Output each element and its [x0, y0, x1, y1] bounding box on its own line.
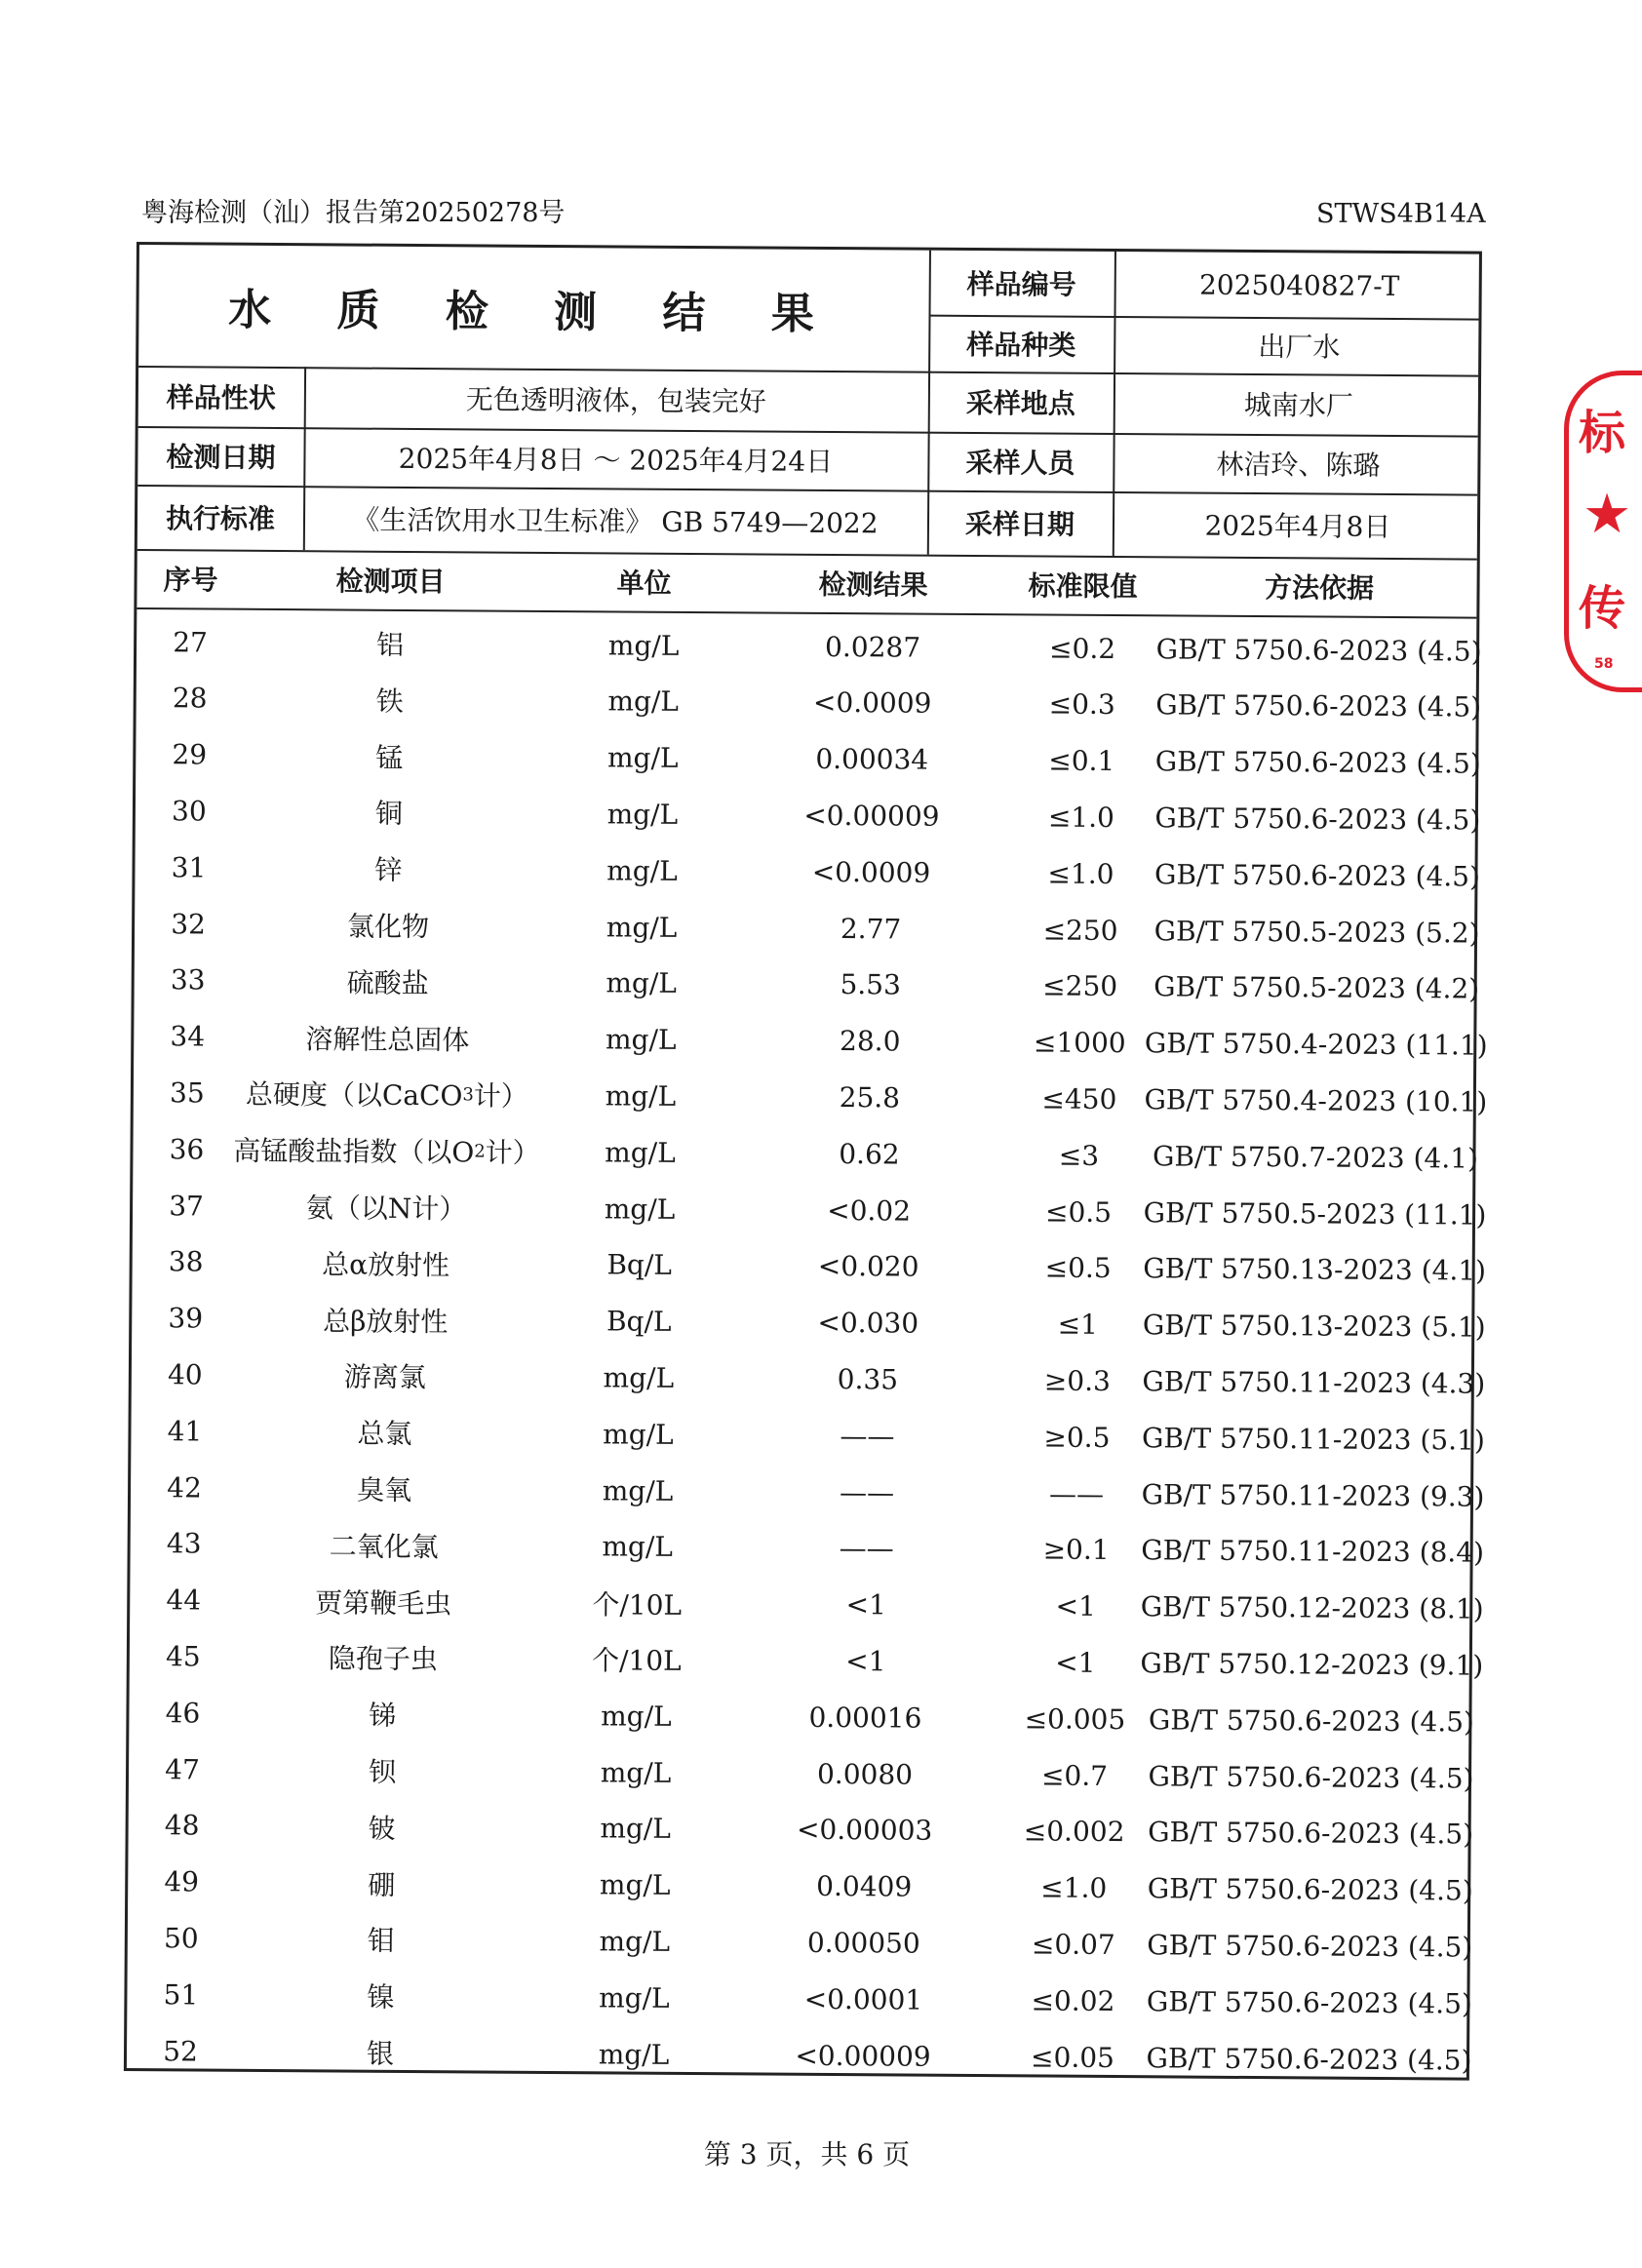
table-row — [133, 1120, 1479, 1187]
row-no: 49 — [164, 1865, 200, 1898]
row-limit: ≤0.07 — [1031, 1928, 1115, 1961]
row-result: —— — [840, 1419, 895, 1453]
sample-state-value: 无色透明液体，包装完好 — [465, 383, 766, 418]
row-limit: ≤450 — [1041, 1082, 1117, 1115]
row-result: 0.35 — [837, 1362, 899, 1396]
row-no: 40 — [167, 1358, 203, 1391]
row-result: —— — [839, 1532, 894, 1565]
row-item: 隐孢子虫 — [328, 1642, 438, 1676]
row-item: 铍 — [368, 1812, 396, 1845]
row-method: GB/T 5750.12-2023 (9.1) — [1140, 1647, 1484, 1682]
table-row — [130, 1515, 1485, 1582]
row-item: 硫酸盐 — [346, 966, 429, 999]
row-method: GB/T 5750.13-2023 (4.1) — [1143, 1252, 1487, 1287]
sample-date-value: 2025年4月8日 — [1204, 509, 1391, 543]
row-unit: Bq/L — [606, 1248, 673, 1282]
row-method: GB/T 5750.7-2023 (4.1) — [1152, 1139, 1479, 1175]
document-code: STWS4B14A — [1316, 199, 1486, 229]
row-result: <0.02 — [827, 1193, 912, 1228]
row-limit: ≤0.1 — [1048, 744, 1115, 778]
row-no: 29 — [172, 738, 208, 771]
row-unit: mg/L — [605, 1136, 676, 1169]
row-result: <0.00009 — [795, 2039, 931, 2073]
location-label: 采样地点 — [965, 386, 1075, 420]
row-result: <0.020 — [817, 1250, 919, 1283]
row-item: 游离氯 — [343, 1360, 426, 1394]
row-result: <0.00003 — [796, 1814, 933, 1848]
row-unit: mg/L — [607, 628, 680, 662]
table-row — [132, 1290, 1486, 1356]
row-no: 35 — [169, 1076, 205, 1110]
row-unit: mg/L — [601, 1700, 672, 1733]
test-date-value: 2025年4月8日 ～ 2025年4月24日 — [398, 442, 834, 478]
row-method: GB/T 5750.5-2023 (4.2) — [1153, 970, 1480, 1005]
row-unit: mg/L — [606, 854, 678, 887]
row-limit: ≤3 — [1058, 1139, 1100, 1172]
row-item: 硼 — [368, 1868, 396, 1901]
row-limit: ≤0.02 — [1031, 1984, 1115, 2017]
table-row — [128, 1909, 1473, 1975]
table-row — [129, 1684, 1475, 1750]
row-item: 钡 — [368, 1755, 397, 1788]
table-row — [136, 726, 1481, 793]
row-limit: ≤250 — [1042, 969, 1118, 1003]
location-value: 城南水厂 — [1243, 388, 1353, 422]
table-row — [137, 670, 1482, 736]
row-item: 氨（以N计） — [305, 1192, 467, 1226]
row-result: 0.62 — [839, 1137, 900, 1171]
row-no: 43 — [166, 1527, 202, 1560]
row-method: GB/T 5750.11-2023 (5.1) — [1141, 1421, 1485, 1457]
row-method: GB/T 5750.11-2023 (8.4) — [1141, 1534, 1485, 1569]
row-method: GB/T 5750.12-2023 (8.1) — [1140, 1590, 1484, 1625]
row-no: 39 — [168, 1302, 204, 1335]
row-item: 铜 — [374, 798, 404, 831]
row-result: 0.00016 — [808, 1701, 922, 1735]
table-row — [134, 1064, 1488, 1130]
row-method: GB/T 5750.6-2023 (4.5) — [1146, 1984, 1473, 2020]
table-row — [129, 1740, 1474, 1807]
row-method: GB/T 5750.11-2023 (9.3) — [1141, 1477, 1485, 1513]
row-unit: mg/L — [605, 1079, 677, 1113]
stamp-char: 传 — [1579, 581, 1626, 636]
row-no: 27 — [173, 625, 209, 659]
row-unit: mg/L — [606, 966, 678, 1000]
row-limit: ≤250 — [1042, 914, 1118, 947]
row-item: 铝 — [375, 628, 405, 661]
row-item: 溶解性总固体 — [305, 1022, 470, 1056]
col-unit-header: 单位 — [616, 567, 672, 600]
result-table — [124, 242, 1488, 2081]
row-limit: ≤0.002 — [1023, 1815, 1125, 1849]
row-limit: ≤0.05 — [1031, 2040, 1115, 2074]
row-method: GB/T 5750.6-2023 (4.5) — [1154, 802, 1481, 837]
sample-type-label: 样品种类 — [966, 328, 1076, 362]
table-row — [130, 1627, 1484, 1694]
col-method-header: 方法依据 — [1264, 571, 1375, 605]
row-item: 钼 — [367, 1925, 395, 1958]
row-unit: mg/L — [599, 1925, 671, 1958]
row-item: 总α放射性 — [322, 1248, 450, 1282]
row-method: GB/T 5750.6-2023 (4.5) — [1154, 745, 1481, 780]
row-item: 二氧化氯 — [329, 1530, 439, 1563]
row-method: GB/T 5750.4-2023 (10.1) — [1144, 1083, 1488, 1118]
table-row — [132, 1346, 1486, 1412]
row-no: 37 — [169, 1189, 205, 1223]
row-item: 总氯 — [357, 1417, 412, 1451]
row-unit: mg/L — [602, 1530, 674, 1564]
row-result: <0.030 — [817, 1306, 919, 1340]
sample-no-value: 2025040827-T — [1198, 268, 1400, 302]
row-no: 52 — [163, 2034, 198, 2067]
row-unit: mg/L — [600, 1755, 672, 1789]
table-row — [128, 1854, 1473, 1920]
row-result: 5.53 — [840, 968, 901, 1001]
row-method: GB/T 5750.6-2023 (4.5) — [1148, 1702, 1475, 1739]
table-row — [131, 1402, 1485, 1468]
table-row — [128, 1797, 1474, 1863]
row-no: 28 — [172, 682, 208, 715]
table-row — [127, 1966, 1473, 2032]
row-unit: mg/L — [606, 910, 678, 944]
row-limit: ≥0.1 — [1042, 1533, 1110, 1567]
col-item-header: 检测项目 — [335, 565, 446, 599]
table-row — [135, 952, 1480, 1018]
row-result: 0.0287 — [825, 630, 921, 664]
row-no: 31 — [171, 850, 207, 884]
row-limit: ≤0.5 — [1044, 1195, 1113, 1229]
row-limit: ≤1.0 — [1047, 801, 1115, 834]
row-method: GB/T 5750.13-2023 (5.1) — [1142, 1309, 1486, 1344]
table-row — [133, 1177, 1487, 1243]
table-row — [130, 1572, 1484, 1638]
row-unit: mg/L — [602, 1473, 674, 1507]
row-unit: mg/L — [606, 798, 679, 831]
row-no: 32 — [171, 907, 207, 941]
row-item: 高锰酸盐指数（以O 2 计） — [233, 1134, 540, 1170]
table-row — [127, 2022, 1472, 2089]
row-result: 0.00050 — [806, 1926, 920, 1960]
row-unit: 个/10L — [592, 1587, 683, 1622]
row-limit: ≤0.2 — [1048, 632, 1116, 665]
column-header-row — [137, 549, 1476, 617]
row-no: 33 — [170, 963, 206, 997]
report-number: 粤海检测（汕）报告第20250278号 — [141, 198, 566, 228]
row-item: 锌 — [374, 853, 403, 887]
row-method: GB/T 5750.6-2023 (4.5) — [1146, 2041, 1472, 2077]
row-item: 铁 — [375, 684, 404, 718]
row-method: GB/T 5750.6-2023 (4.5) — [1147, 1929, 1473, 1964]
row-result: 0.0409 — [816, 1870, 913, 1903]
table-row — [131, 1459, 1485, 1525]
row-no: 46 — [165, 1696, 201, 1730]
row-method: GB/T 5750.6-2023 (4.5) — [1148, 1759, 1474, 1795]
row-unit: mg/L — [604, 1192, 676, 1226]
col-limit-header: 标准限值 — [1028, 569, 1138, 604]
row-limit: ≤0.7 — [1040, 1759, 1109, 1792]
sample-date-label: 采样日期 — [964, 507, 1075, 541]
sample-no-label: 样品编号 — [966, 267, 1076, 301]
row-no: 45 — [165, 1640, 201, 1673]
row-limit: ≤1.0 — [1040, 1871, 1108, 1905]
row-method: GB/T 5750.6-2023 (4.5) — [1155, 688, 1482, 723]
row-result: 25.8 — [839, 1080, 901, 1114]
stamp-char: 标 — [1579, 406, 1626, 460]
sampler-label: 采样人员 — [965, 446, 1075, 480]
row-result: <1 — [845, 1645, 886, 1678]
row-no: 48 — [164, 1809, 200, 1842]
row-limit: ≤1000 — [1033, 1026, 1126, 1060]
row-result: <0.0009 — [812, 686, 932, 721]
row-no: 50 — [163, 1922, 199, 1955]
row-limit: ≥0.5 — [1043, 1421, 1111, 1454]
row-limit: ≤0.3 — [1048, 687, 1115, 722]
row-unit: Bq/L — [606, 1305, 672, 1338]
row-limit: ≤1.0 — [1047, 857, 1114, 890]
row-no: 34 — [170, 1020, 206, 1053]
row-result: 28.0 — [840, 1025, 901, 1058]
row-no: 30 — [171, 795, 207, 828]
row-limit: <1 — [1055, 1589, 1097, 1623]
row-item: 氯化物 — [346, 910, 430, 944]
row-method: GB/T 5750.6-2023 (4.5) — [1153, 857, 1481, 893]
table-row — [137, 613, 1482, 680]
row-unit: mg/L — [606, 741, 679, 774]
row-item: 总β放射性 — [323, 1304, 449, 1338]
row-item: 锑 — [369, 1699, 397, 1733]
row-result: <0.00009 — [803, 799, 940, 833]
row-unit: mg/L — [605, 1023, 677, 1056]
row-limit: —— — [1048, 1477, 1105, 1510]
row-limit: <1 — [1055, 1646, 1096, 1679]
row-no: 44 — [166, 1584, 202, 1617]
red-seal-stamp — [1564, 371, 1642, 692]
table-row — [132, 1233, 1487, 1300]
row-unit: mg/L — [599, 1868, 671, 1901]
sample-type-value: 出厂水 — [1258, 331, 1341, 364]
row-unit: mg/L — [598, 2037, 670, 2071]
row-result: <0.0001 — [803, 1982, 923, 2016]
table-title: 水 质 检 测 结 果 — [228, 285, 840, 340]
col-no-header: 序号 — [163, 564, 218, 597]
page-number: 第 3 页，共 6 页 — [703, 2138, 911, 2170]
row-item: 总硬度（以CaCO 3 计） — [245, 1078, 528, 1114]
row-result: 0.0080 — [816, 1757, 914, 1791]
row-unit: mg/L — [600, 1812, 672, 1846]
row-unit: mg/L — [599, 1981, 670, 2014]
standard-value: 《生活饮用水卫生标准》 GB 5749—2022 — [352, 503, 879, 540]
row-limit: ≤0.5 — [1044, 1251, 1112, 1285]
row-limit: ≥0.3 — [1043, 1364, 1111, 1397]
row-unit: mg/L — [603, 1418, 674, 1451]
table-row — [134, 1008, 1488, 1075]
row-result: 0.00034 — [815, 742, 929, 776]
row-no: 51 — [163, 1977, 199, 2012]
table-row — [136, 782, 1481, 848]
row-no: 36 — [169, 1132, 205, 1166]
row-method: GB/T 5750.6-2023 (4.5) — [1155, 632, 1482, 668]
sampler-value: 林洁玲、陈璐 — [1216, 448, 1381, 482]
row-method: GB/T 5750.6-2023 (4.5) — [1147, 1872, 1473, 1907]
row-item: 锰 — [375, 741, 404, 774]
row-no: 38 — [168, 1245, 204, 1278]
row-no: 47 — [165, 1752, 200, 1785]
row-no: 42 — [167, 1470, 203, 1504]
row-method: GB/T 5750.5-2023 (11.1) — [1143, 1195, 1487, 1232]
row-limit: ≤1 — [1057, 1308, 1099, 1342]
row-item: 银 — [366, 2037, 395, 2070]
row-item: 臭氧 — [356, 1473, 412, 1506]
row-result: <0.0009 — [811, 855, 931, 889]
row-result: <1 — [845, 1588, 887, 1622]
row-unit: 个/10L — [591, 1644, 682, 1678]
row-result: 2.77 — [840, 912, 902, 945]
col-result-header: 检测结果 — [818, 567, 928, 602]
row-method: GB/T 5750.5-2023 (5.2) — [1153, 914, 1480, 950]
row-method: GB/T 5750.6-2023 (4.5) — [1148, 1816, 1474, 1851]
star-icon: ★ — [1583, 483, 1632, 546]
stamp-char: 58 — [1594, 656, 1614, 672]
row-result: —— — [839, 1475, 895, 1508]
row-method: GB/T 5750.11-2023 (4.3) — [1142, 1365, 1486, 1400]
row-unit: mg/L — [603, 1361, 675, 1394]
standard-label: 执行标准 — [165, 502, 276, 535]
row-limit: ≤0.005 — [1024, 1702, 1126, 1736]
table-row — [135, 839, 1481, 905]
table-row — [135, 895, 1480, 961]
sample-state-label: 样品性状 — [166, 381, 276, 415]
test-date-label: 检测日期 — [166, 441, 276, 474]
row-item: 镍 — [367, 1980, 395, 2014]
row-item: 贾第鞭毛虫 — [315, 1585, 452, 1620]
row-method: GB/T 5750.4-2023 (11.1) — [1144, 1027, 1488, 1062]
row-unit: mg/L — [607, 684, 680, 719]
row-no: 41 — [167, 1414, 203, 1448]
